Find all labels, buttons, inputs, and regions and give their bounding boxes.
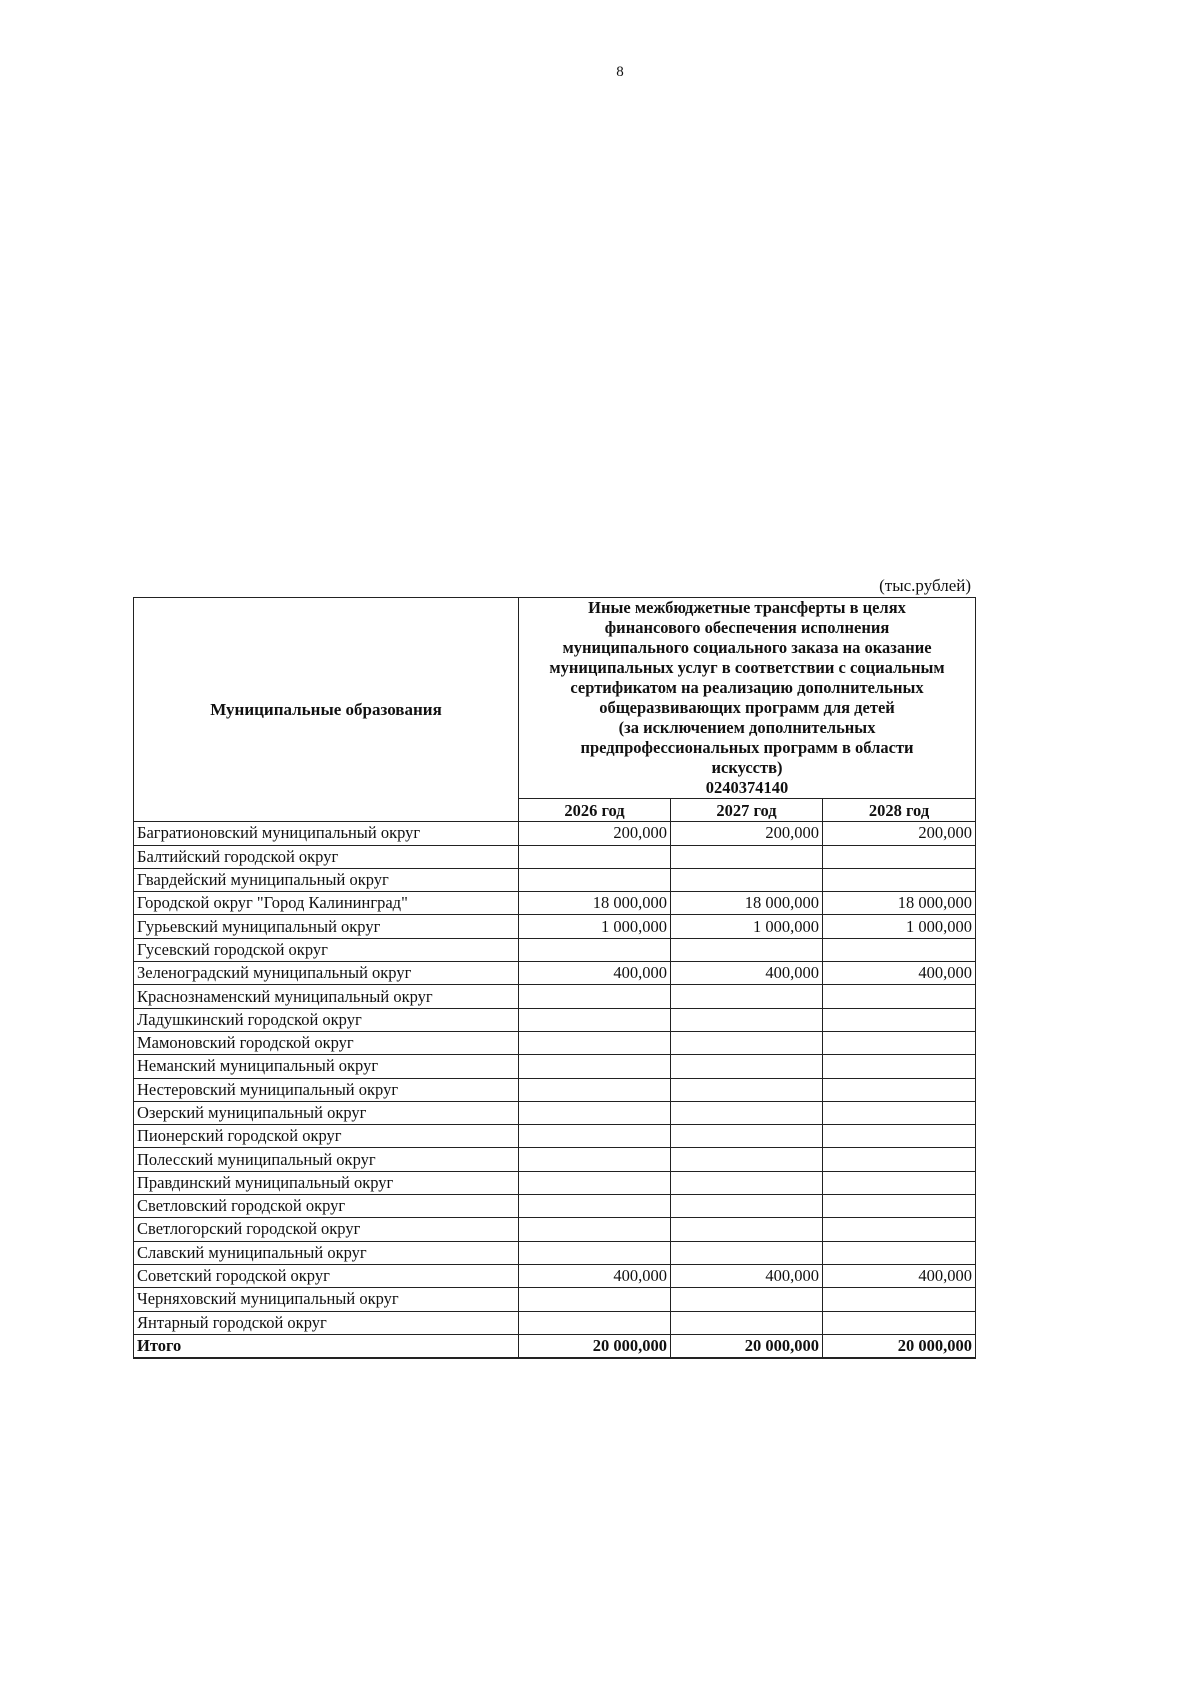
total-row [134, 1334, 976, 1358]
value-2027 [671, 1125, 823, 1148]
value-2026 [519, 868, 671, 891]
header-transfer-line: предпрофессиональных программ в области [580, 738, 914, 757]
table-row [134, 915, 976, 938]
year-2028-header: 2028 год [823, 799, 976, 822]
table-row [134, 1311, 976, 1334]
value-2026 [519, 1218, 671, 1241]
value-2027 [671, 1008, 823, 1031]
table-row [134, 1148, 976, 1171]
header-transfer-line: Иные межбюджетные трансферты в целях [588, 598, 906, 617]
value-2028 [823, 938, 976, 961]
municipality-name: Полесский муниципальный округ [134, 1148, 519, 1171]
value-2026: 1 000,000 [519, 915, 671, 938]
value-2028 [823, 1171, 976, 1194]
value-2027 [671, 985, 823, 1008]
value-2028 [823, 985, 976, 1008]
header-transfer-line: (за исключением дополнительных [618, 718, 876, 737]
value-2027 [671, 1101, 823, 1124]
value-2027: 200,000 [671, 822, 823, 845]
municipality-name: Гусевский городской округ [134, 938, 519, 961]
value-2026 [519, 985, 671, 1008]
value-2028 [823, 1078, 976, 1101]
value-2027 [671, 1031, 823, 1054]
municipality-name: Советский городской округ [134, 1264, 519, 1287]
municipality-name: Мамоновский городской округ [134, 1031, 519, 1054]
value-2026 [519, 1055, 671, 1078]
value-2027 [671, 1171, 823, 1194]
value-2028 [823, 1008, 976, 1031]
municipality-name: Ладушкинский городской округ [134, 1008, 519, 1031]
value-2027 [671, 1148, 823, 1171]
header-municipalities: Муниципальные образования [134, 598, 519, 822]
value-2028: 1 000,000 [823, 915, 976, 938]
municipality-name: Нестеровский муниципальный округ [134, 1078, 519, 1101]
value-2026 [519, 845, 671, 868]
value-2026 [519, 1078, 671, 1101]
value-2027 [671, 1078, 823, 1101]
header-transfer-code: 0240374140 [705, 778, 789, 797]
value-2028 [823, 1031, 976, 1054]
value-2026 [519, 1008, 671, 1031]
value-2026 [519, 1148, 671, 1171]
value-2026 [519, 1031, 671, 1054]
table-row [134, 822, 976, 845]
value-2027 [671, 1241, 823, 1264]
municipality-name: Зеленоградский муниципальный округ [134, 962, 519, 985]
total-municipality-name: Итого [134, 1334, 519, 1358]
table-row [134, 938, 976, 961]
value-2028: 400,000 [823, 962, 976, 985]
value-2027 [671, 1195, 823, 1218]
municipality-name: Славский муниципальный округ [134, 1241, 519, 1264]
value-2027 [671, 1218, 823, 1241]
header-transfer [519, 598, 976, 799]
value-2027 [671, 868, 823, 891]
municipality-name: Правдинский муниципальный округ [134, 1171, 519, 1194]
value-2026 [519, 1101, 671, 1124]
transfers-table [133, 597, 976, 1359]
value-2028 [823, 1288, 976, 1311]
value-2026: 400,000 [519, 962, 671, 985]
value-2026: 400,000 [519, 1264, 671, 1287]
value-2028 [823, 1311, 976, 1334]
table-row [134, 1055, 976, 1078]
municipality-name: Багратионовский муниципальный округ [134, 822, 519, 845]
table-row [134, 1171, 976, 1194]
table-row [134, 1078, 976, 1101]
header-transfer-line: муниципальных услуг в соответствии с социальным [549, 658, 945, 677]
table-row [134, 1031, 976, 1054]
total-value-2026: 20 000,000 [519, 1334, 671, 1358]
municipality-name: Черняховский муниципальный округ [134, 1288, 519, 1311]
value-2026 [519, 1125, 671, 1148]
header-transfer-line: финансового обеспечения исполнения [604, 618, 890, 637]
value-2028 [823, 1195, 976, 1218]
value-2028: 18 000,000 [823, 892, 976, 915]
year-2026-header: 2026 год [519, 799, 671, 822]
table-row [134, 845, 976, 868]
value-2027: 400,000 [671, 1264, 823, 1287]
value-2028 [823, 1055, 976, 1078]
header-transfer-line: общеразвивающих программ для детей [599, 698, 895, 717]
value-2026 [519, 1171, 671, 1194]
value-2027 [671, 1311, 823, 1334]
value-2027 [671, 938, 823, 961]
value-2028 [823, 845, 976, 868]
value-2027 [671, 1055, 823, 1078]
table-row [134, 1264, 976, 1287]
municipality-name: Краснознаменский муниципальный округ [134, 985, 519, 1008]
table-row [134, 1125, 976, 1148]
page-number: 8 [616, 64, 624, 80]
table-row [134, 1195, 976, 1218]
header-transfer-line: искусств) [711, 758, 783, 777]
table-row [134, 962, 976, 985]
value-2027: 400,000 [671, 962, 823, 985]
value-2028: 200,000 [823, 822, 976, 845]
value-2028 [823, 1218, 976, 1241]
value-2026: 200,000 [519, 822, 671, 845]
value-2028 [823, 1125, 976, 1148]
table-row [134, 892, 976, 915]
header-transfer-line: сертификатом на реализацию дополнительных [570, 678, 924, 697]
header-transfer-line: муниципального социального заказа на оказание [562, 638, 932, 657]
table-row [134, 1241, 976, 1264]
units-label: (тыс.рублей) [879, 576, 971, 595]
value-2026 [519, 1241, 671, 1264]
header-row [134, 598, 976, 799]
value-2028 [823, 1241, 976, 1264]
value-2027: 1 000,000 [671, 915, 823, 938]
municipality-name: Светлогорский городской округ [134, 1218, 519, 1241]
municipality-name: Янтарный городской округ [134, 1311, 519, 1334]
value-2026 [519, 938, 671, 961]
value-2026 [519, 1288, 671, 1311]
value-2027 [671, 845, 823, 868]
value-2026: 18 000,000 [519, 892, 671, 915]
municipality-name: Светловский городской округ [134, 1195, 519, 1218]
table-row [134, 1218, 976, 1241]
total-value-2027: 20 000,000 [671, 1334, 823, 1358]
value-2028 [823, 1101, 976, 1124]
municipality-name: Городской округ "Город Калининград" [134, 892, 519, 915]
value-2028 [823, 1148, 976, 1171]
table-row [134, 985, 976, 1008]
municipality-name: Озерский муниципальный округ [134, 1101, 519, 1124]
year-2027-header: 2027 год [671, 799, 823, 822]
value-2027 [671, 1288, 823, 1311]
table-row [134, 1101, 976, 1124]
table-row [134, 1008, 976, 1031]
value-2026 [519, 1311, 671, 1334]
table-row [134, 1288, 976, 1311]
value-2027: 18 000,000 [671, 892, 823, 915]
table-row [134, 868, 976, 891]
municipality-name: Гурьевский муниципальный округ [134, 915, 519, 938]
total-value-2028: 20 000,000 [823, 1334, 976, 1358]
municipality-name: Гвардейский муниципальный округ [134, 868, 519, 891]
municipality-name: Неманский муниципальный округ [134, 1055, 519, 1078]
municipality-name: Пионерский городской округ [134, 1125, 519, 1148]
value-2026 [519, 1195, 671, 1218]
value-2028 [823, 868, 976, 891]
value-2028: 400,000 [823, 1264, 976, 1287]
municipality-name: Балтийский городской округ [134, 845, 519, 868]
